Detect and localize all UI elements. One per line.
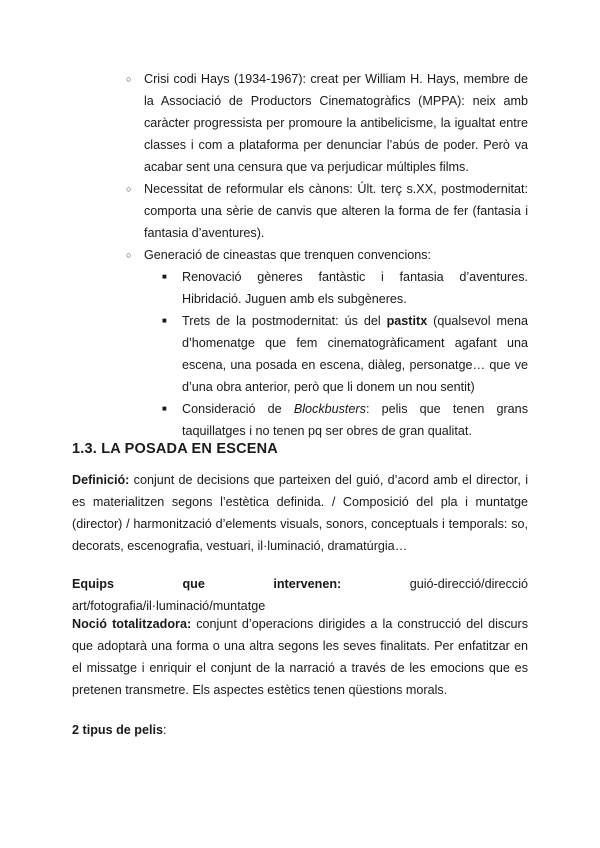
nocio-paragraph: Noció totalitzadora: conjunt d’operacions dirigides a la construcció del discurs que adoptarà una forma o una altra segons les seves finalitats. Per enfatitzar en el missatge i enriquir el conjunt de la narració a través de les emocions que es pretenen transmetre. Els aspectes estètics tenen qüestions morals. <box>72 617 528 697</box>
definicio-paragraph: Definició: conjunt de decisions que parteixen del guió, d’acord amb el director, i es materialitzen segons l’estètica definida. / Composició del pla i muntatge (director) / harmonització d’elements visuals, sonors, conceptuals i temporals: so, decorats, escenografia, vestuari, il·luminació, dramatúrgia… <box>72 473 528 553</box>
equips-paragraph: Equips que intervenen: guió-direcció/direcció art/fotografia/il·luminació/muntatge <box>72 577 528 613</box>
term-blockbusters: Blockbusters <box>293 402 366 416</box>
tipus-paragraph: 2 tipus de pelis: <box>72 723 167 737</box>
sub-item-renovacio: ■ Renovació gèneres fantàstic i fantasia d’aventures. Hibridació. Juguen amb els subgèneres. <box>182 266 528 310</box>
sub-item-trets-postmodernitat: ■ Trets de la postmodernitat: ús del pastitx (qualsevol mena d’homenatge que fem cinematogràficament agafant una escena, una posada en escena, diàleg, personatge… que ve d’una obra anterior, però que li donem un nou sentit) <box>182 310 528 398</box>
list-item-generacio-cineastas: ○ Generació de cineastas que trenquen convencions: ■ Renovació gèneres fantàstic i fantasia d’aventures. Hibridació. Juguen amb els subgèneres. ■ Trets de la postmodernitat: ús del pastitx (qualsevol mena d’homenatge que fem cinematogràficament agafant una escena, una posada en escena, diàleg, personatge… que ve d’una obra anterior, però que li donem un nou sentit) ■ Consideració de Blockbusters: pelis que tenen grans taquillatges i no tenen pq ser obres de gran qualitat. <box>144 244 528 442</box>
section-heading: 1.3. LA POSADA EN ESCENA <box>72 441 278 457</box>
term-pastitx: pastitx <box>386 314 428 328</box>
sub-bullet-list <box>182 266 528 442</box>
nocio-label: Noció totalitzadora: <box>72 617 192 631</box>
sub-item-blockbusters: ■ Consideració de Blockbusters: pelis que tenen grans taquillatges i no tenen pq ser obres de gran qualitat. <box>182 398 528 442</box>
list-item-reformular-canons: ○ Necessitat de reformular els cànons: Últ. terç s.XX, postmodernitat: comporta una sèrie de canvis que alteren la forma de fer (fantasia i fantasia d’aventures). <box>144 178 528 244</box>
list-item-crisi-codi-hays: ○ Crisi codi Hays (1934-1967): creat per William H. Hays, membre de la Associació de Productors Cinematogràfics (MPPA): neix amb caràcter progressista per promoure la antibelicisme, la igualtat entre classes i com a plataforma per denunciar l’abús de poder. Però va acabar sent una censura que va perjudicar múltiples films. <box>144 68 528 178</box>
tipus-label: 2 tipus de pelis <box>72 723 163 737</box>
definicio-label: Definició: <box>72 473 130 487</box>
bullet-list <box>144 68 528 442</box>
equips-label: Equips que intervenen: <box>72 577 342 591</box>
